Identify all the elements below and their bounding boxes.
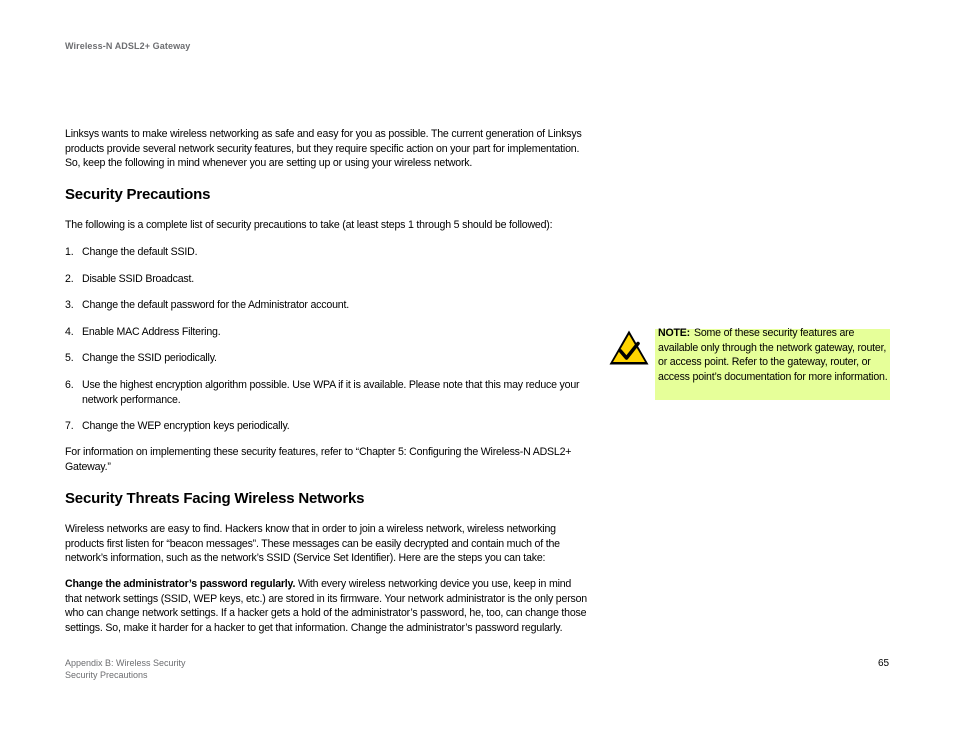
list-item [65,419,590,434]
list-item [65,272,590,287]
list-item-text: Enable MAC Address Filtering. [82,325,221,338]
list-item [65,245,590,260]
threats-password-paragraph [65,577,590,635]
intro-paragraph: Linksys wants to make wireless networking as safe and easy for you as possible. The current generation of Linksys products provide several network security features, but they require specific action on your part for implementation. So, keep the following in mind whenever you are setting up or using your wireless network. [65,128,582,170]
footer-subsection-title: Security Precautions [65,670,148,680]
threats-intro-paragraph: Wireless networks are easy to find. Hackers know that in order to join a wireless network, wireless networking products first listen for “beacon messages”. These messages can be easily decrypted and contain much of the network’s information, such as the network’s SSID (Service Set Identifier). Here are the steps you can take: [65,523,560,565]
list-item [65,325,590,340]
note-text: Some of these security features are available only through the network gateway, router, or access point. Refer to the gateway, router, or access point’s documentation for more information. [658,327,888,383]
threats-paragraph-body: With every wireless networking device you use, keep in mind that network settings (SSID, WEP keys, etc.) are stored in its firmware. Your network administrator is the only person who can change network settings. If a hacker gets a hold of the administrator’s password, he, too, can change those settings. So, make it harder for a hacker to get that information. Change the administrator’s password regularly. [65,578,588,634]
main-content [65,127,590,634]
list-item-number: 1. [65,246,74,258]
note-callout [658,326,890,384]
list-item-number: 5. [65,352,74,365]
threats-paragraph-lead: Change the administrator’s password regularly. [65,578,296,590]
list-item [65,298,590,313]
list-item-text: Change the WEP encryption keys periodically. [82,420,290,433]
running-header: Wireless-N ADSL2+ Gateway [65,41,191,51]
list-item-number: 6. [65,378,74,391]
note-label: NOTE: [658,327,690,339]
footer-section [65,657,186,681]
list-item-number: 2. [65,272,74,285]
page-number: 65 [878,658,890,669]
list-item-text: Use the highest encryption algorithm possible. Use WPA if it is available. Please note that this may reduce your network performance. [82,378,580,406]
security-precautions-heading: Security Precautions [65,186,211,203]
warning-check-icon [608,329,650,366]
footer-section-title: Appendix B: Wireless Security [65,658,186,668]
list-item-number: 4. [65,325,74,338]
list-item-text: Disable SSID Broadcast. [82,272,194,285]
list-item [65,351,590,366]
precautions-list [65,245,590,446]
precautions-reference-paragraph: For information on implementing these security features, refer to “Chapter 5: Configuring the Wireless-N ADSL2+ Gateway.” [65,446,572,473]
list-item-text: Change the default password for the Administrator account. [82,299,349,312]
list-item-number: 7. [65,420,74,433]
list-item-text: Change the SSID periodically. [82,352,217,365]
list-item-text: Change the default SSID. [82,246,198,258]
security-threats-heading: Security Threats Facing Wireless Networks [65,490,365,507]
precautions-lead-paragraph: The following is a complete list of security precautions to take (at least steps 1 through 5 should be followed): [65,219,553,231]
list-item [65,378,590,407]
list-item-number: 3. [65,299,74,312]
